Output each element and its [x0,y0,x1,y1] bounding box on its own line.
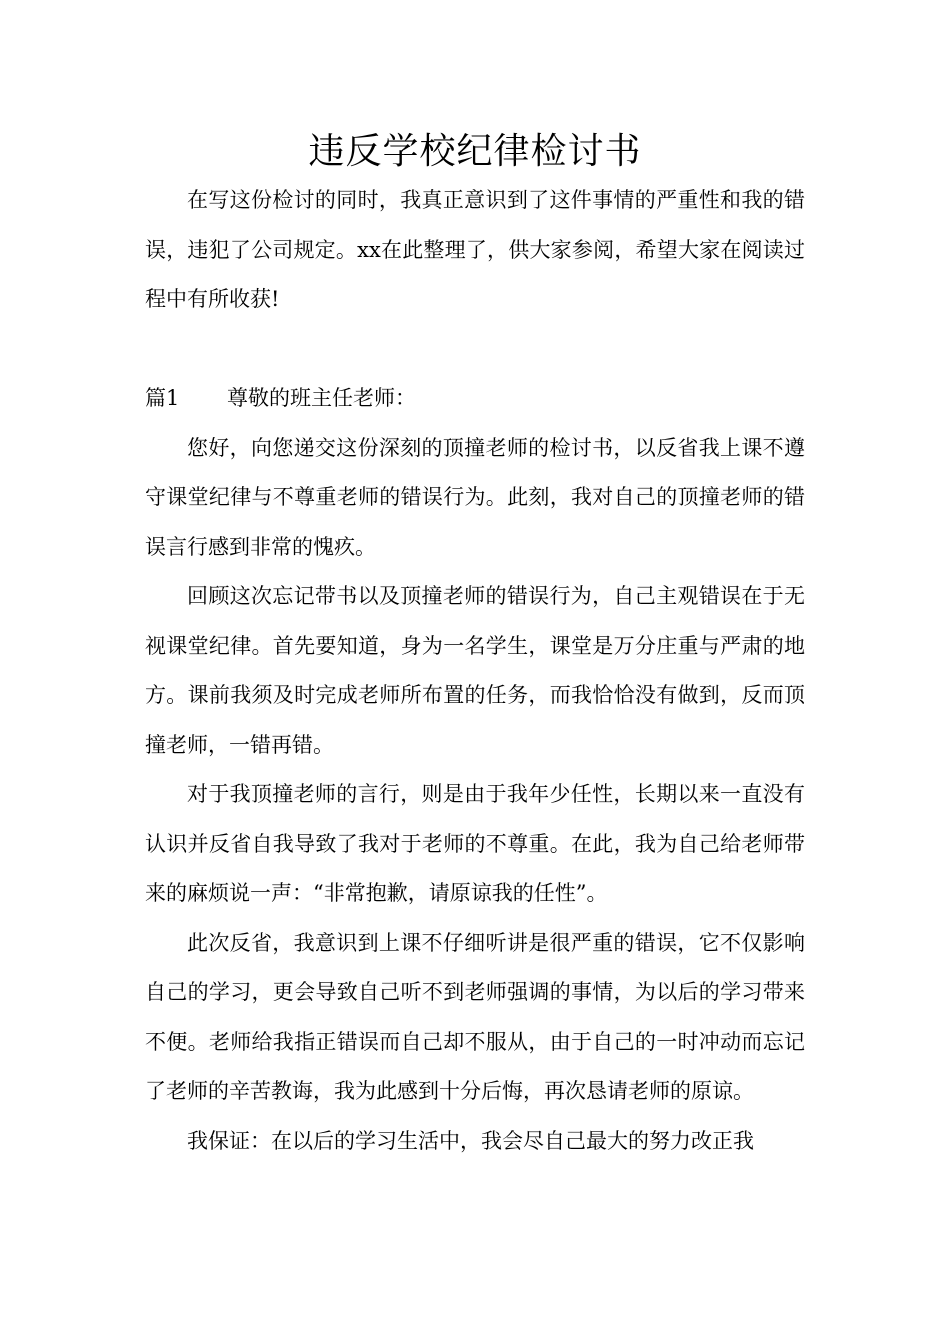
document-title: 违反学校纪律检讨书 [308,131,642,172]
section-label: 篇1 [145,386,180,410]
body-paragraph: 此次反省，我意识到上课不仔细听讲是很严重的错误，它不仅影响自己的学习，更会导致自己听不到老师强调的事情，为以后的学习带来不便。老师给我指正错误而自己却不服从，由于自己的一时冲动而忘记了老师的辛苦教诲，我为此感到十分后悔，再次恳请老师的原谅。 [145,930,805,1103]
body-paragraph: 回顾这次忘记带书以及顶撞老师的错误行为，自己主观错误在于无视课堂纪律。首先要知道，身为一名学生，课堂是万分庄重与严肃的地方。课前我须及时完成老师所布置的任务，而我恰恰没有做到，反而顶撞老师，一错再错。 [145,584,805,757]
body-paragraph: 我保证：在以后的学习生活中，我会尽自己最大的努力改正我 [187,1128,754,1153]
intro-block [145,176,805,325]
intro-paragraph: 在写这份检讨的同时，我真正意识到了这件事情的严重性和我的错误，违犯了公司规定。xx在此整理了，供大家参阅，希望大家在阅读过程中有所收获! [145,188,805,311]
article-block [145,374,805,1166]
body-paragraph: 对于我顶撞老师的言行，则是由于我年少任性，长期以来一直没有认识并反省自我导致了我对于老师的不尊重。在此，我为自己给老师带来的麻烦说一声：“非常抱歉，请原谅我的任性”。 [145,782,805,905]
salutation: 尊敬的班主任老师： [227,386,416,410]
body-paragraph: 您好，向您递交这份深刻的顶撞老师的检讨书，以反省我上课不遵守课堂纪律与不尊重老师的错误行为。此刻，我对自己的顶撞老师的错误言行感到非常的愧疚。 [145,435,805,559]
section-heading [145,374,805,424]
